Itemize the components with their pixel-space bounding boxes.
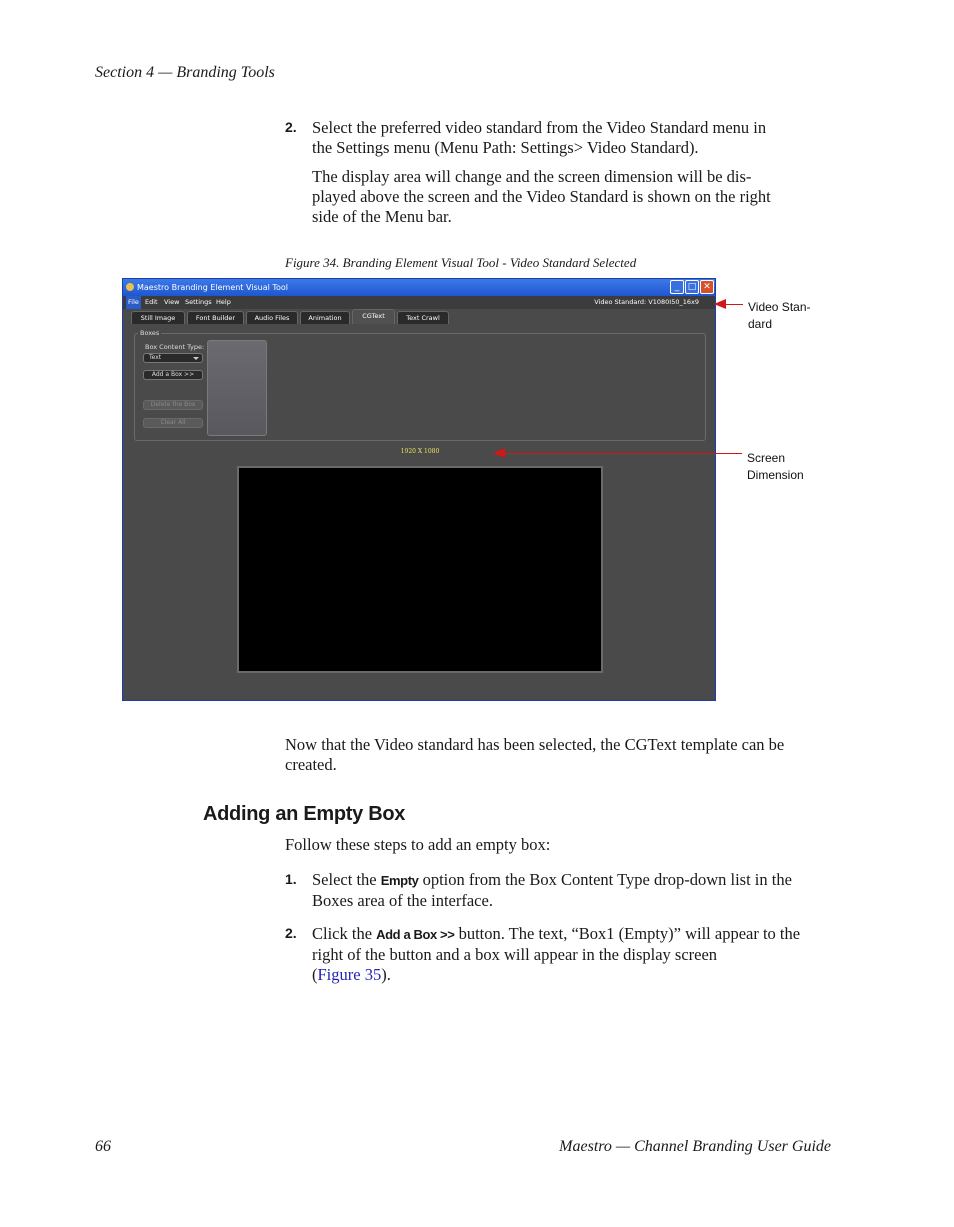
box-content-type-label: Box Content Type: [145,343,205,351]
delete-box-button[interactable]: Delete the Box [143,400,203,410]
step-number: 2. [285,925,297,941]
text-run: button. The text, “Box1 (Empty)” will appear to the [454,924,801,943]
menu-edit[interactable]: Edit [145,298,158,306]
para-line: played above the screen and the Video Standard is shown on the right [312,187,771,206]
step-text [312,870,792,911]
close-button[interactable]: ✕ [700,280,714,294]
para-line: The display area will change and the screen dimension will be dis- [312,167,752,186]
annotation-line-text: dard [748,317,773,331]
para-line: side of the Menu bar. [312,207,452,226]
text-run: Click the [312,924,377,943]
para-line: Now that the Video standard has been selected, the CGText template can be [285,735,785,754]
section-intro: Follow these steps to add an empty box: [285,835,551,854]
text-run: option from the Box Content Type drop-down list in the [418,870,792,889]
annotation-line [505,453,742,454]
box-list[interactable] [207,340,267,436]
tab-animation[interactable]: Animation [300,311,350,324]
figure-35-link[interactable]: Figure 35 [317,965,382,984]
clear-all-button[interactable]: Clear All [143,418,203,428]
tab-font-builder[interactable]: Font Builder [187,311,244,324]
step-number: 2. [285,119,297,135]
page-number: 66 [95,1138,111,1155]
text-run: ). [381,965,391,984]
tab-text-crawl[interactable]: Text Crawl [397,311,449,324]
boxes-panel [134,329,706,441]
maximize-button[interactable]: □ [685,280,699,294]
boxes-legend: Boxes [140,329,160,337]
step-text [312,118,766,158]
figure-caption: Figure 34. Branding Element Visual Tool - Video Standard Selected [285,255,637,270]
annotation-line-text: Video Stan- [748,300,811,314]
minimize-button[interactable]: _ [670,280,684,294]
app-titlebar [123,279,715,296]
annotation-video-standard [748,299,811,333]
step-line [312,965,800,985]
menu-bar [123,296,715,309]
annotation-line [726,304,743,305]
dropdown-arrow-icon [193,357,199,360]
running-header: Section 4 — Branding Tools [95,64,275,81]
app-window [122,278,716,701]
menu-view[interactable]: View [164,298,180,306]
keyword-empty: Empty [380,873,419,888]
text-run: ( [312,965,318,984]
section-title: Adding an Empty Box [203,803,406,825]
display-note [312,167,771,227]
menu-file[interactable]: File [126,296,141,309]
annotation-arrow-icon [493,448,505,458]
box-content-type-value: Text [149,354,162,361]
step-number: 1. [285,871,297,887]
display-screen[interactable] [237,466,603,673]
menu-settings[interactable]: Settings [185,298,212,306]
after-figure-text [285,735,784,775]
annotation-line-text: Dimension [747,468,804,482]
annotation-screen-dimension [747,450,804,484]
app-icon [126,283,134,291]
tab-still-image[interactable]: Still Image [131,311,185,324]
annotation-line-text: Screen [747,451,786,465]
step-line [312,870,792,891]
para-line: created. [285,755,337,774]
add-box-button[interactable]: Add a Box >> [143,370,203,380]
screen-dimension-text: 1920 X 1080 [400,448,440,455]
box-content-type-select[interactable] [143,353,203,363]
annotation-arrow-icon [714,299,726,309]
keyword-add-box: Add a Box >> [376,927,455,942]
step-line: Select the preferred video standard from the Video Standard menu in [312,118,767,137]
step-line: right of the button and a box will appear in the display screen [312,945,718,964]
video-standard-indicator: Video Standard: V1080I50_16x9 [594,298,699,306]
menu-help[interactable]: Help [216,298,231,306]
step-line: the Settings menu (Menu Path: Settings> Video Standard). [312,138,699,157]
tab-cgtext[interactable]: CGText [352,309,395,324]
tab-audio-files[interactable]: Audio Files [246,311,298,324]
text-run: Select the [312,870,381,889]
tab-bar [123,309,715,325]
step-line: Boxes area of the interface. [312,891,493,910]
step-line [312,924,800,945]
app-title: Maestro Branding Element Visual Tool [137,283,288,292]
step-text [312,924,800,985]
footer-title: Maestro — Channel Branding User Guide [559,1138,831,1155]
